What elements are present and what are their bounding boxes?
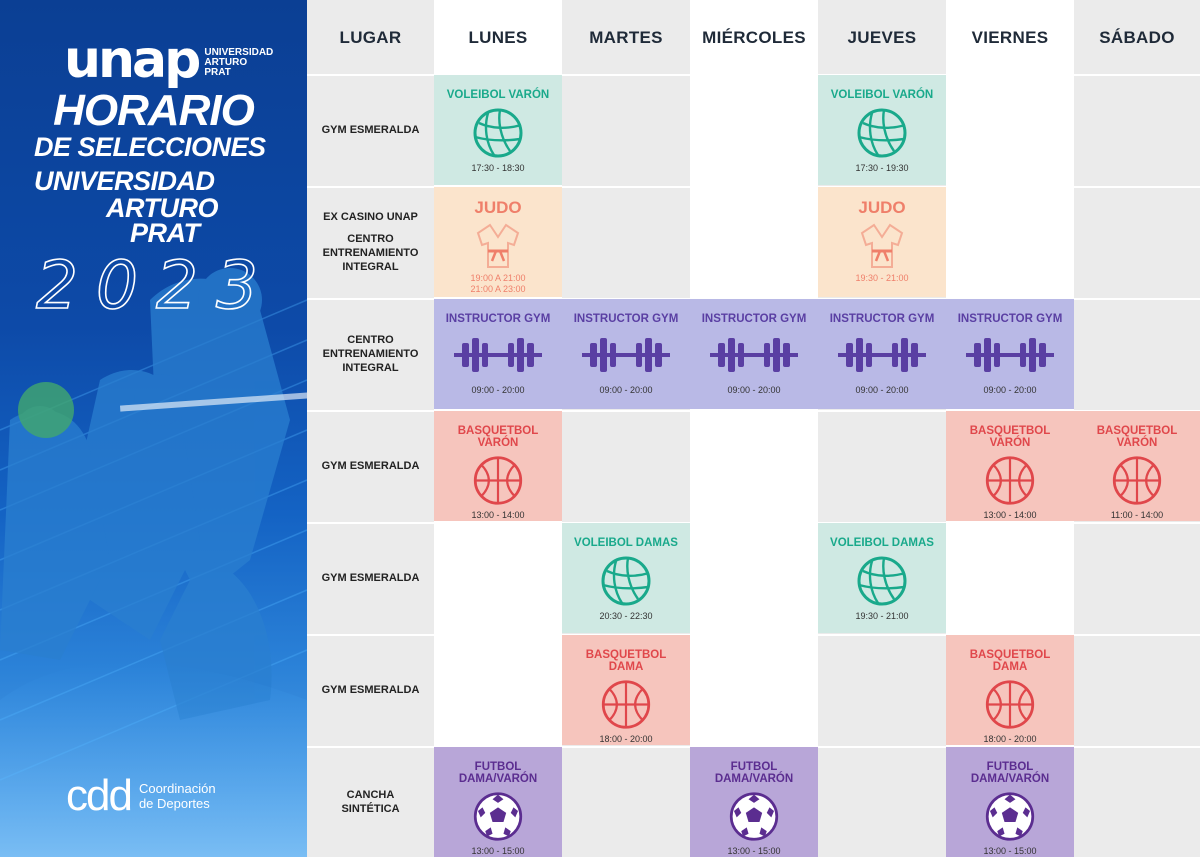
event-name: INSTRUCTOR GYM	[701, 313, 807, 325]
event-time: 13:00 - 14:00	[471, 510, 525, 520]
schedule-event-volley	[818, 75, 946, 185]
volleyball-icon	[470, 107, 526, 159]
event-time: 13:00 - 14:00	[983, 510, 1037, 520]
event-name: VOLEIBOL DAMAS	[574, 537, 678, 549]
event-name: VOLEIBOL DAMAS	[830, 537, 934, 549]
schedule-event-volley	[434, 75, 562, 185]
event-time: 19:30 - 21:00	[855, 273, 909, 283]
event-name: FUTBOL DAMA/VARÓN	[714, 761, 794, 785]
event-time: 17:30 - 19:30	[855, 163, 909, 173]
judo-gi-icon	[858, 223, 906, 269]
basketball-icon	[981, 455, 1039, 506]
basketball-icon	[1108, 455, 1166, 506]
soccer-ball-icon	[982, 791, 1038, 842]
event-time: 13:00 - 15:00	[983, 846, 1037, 856]
event-name: BASQUETBOL VARÓN	[457, 425, 539, 449]
event-name: INSTRUCTOR GYM	[829, 313, 935, 325]
event-time: 09:00 - 20:00	[727, 385, 781, 395]
event-time: 09:00 - 20:00	[471, 385, 525, 395]
barbell-icon	[452, 335, 544, 375]
barbell-icon	[836, 335, 928, 375]
year-label: 2023	[36, 247, 276, 324]
event-name: BASQUETBOL VARÓN	[1096, 425, 1178, 449]
cdd-logo-subtitle: Coordinación de Deportes	[138, 781, 216, 811]
event-time: 09:00 - 20:00	[599, 385, 653, 395]
event-name: INSTRUCTOR GYM	[445, 313, 551, 325]
event-name: INSTRUCTOR GYM	[957, 313, 1063, 325]
header-viernes: VIERNES	[971, 27, 1049, 47]
row-place-label	[307, 747, 434, 857]
title-line-4: ARTURO	[106, 193, 219, 223]
cdd-logo-word: cdd	[66, 771, 131, 820]
cdd-logo	[66, 771, 216, 820]
place-text-line: GYM ESMERALDA	[321, 684, 420, 696]
schedule-event-futbol	[946, 747, 1074, 857]
title-line-3: UNIVERSIDAD	[34, 166, 215, 196]
row-place-label	[307, 187, 434, 297]
event-time: 13:00 - 15:00	[727, 846, 781, 856]
schedule-event-gym	[562, 299, 690, 409]
header-lugar: LUGAR	[339, 27, 402, 47]
header-sabado: SÁBADO	[1099, 27, 1175, 47]
volleyball-icon	[598, 555, 654, 607]
barbell-icon	[580, 335, 672, 375]
event-time: 18:00 - 20:00	[599, 734, 653, 744]
schedule-event-futbol	[690, 747, 818, 857]
soccer-ball-icon	[470, 791, 526, 842]
schedule-event-judo	[434, 187, 562, 297]
event-time: 09:00 - 20:00	[983, 385, 1037, 395]
row-place-label	[307, 523, 434, 633]
schedule-event-gym	[690, 299, 818, 409]
schedule-event-futbol	[434, 747, 562, 857]
place-text-line: SINTÉTICA	[341, 803, 400, 815]
event-name: JUDO	[474, 198, 522, 217]
place-text-line: CENTRO	[347, 334, 394, 346]
event-name: INSTRUCTOR GYM	[573, 313, 679, 325]
place-text-line: GYM ESMERALDA	[321, 460, 420, 472]
soccer-ball-icon	[726, 791, 782, 842]
unap-logo-subtitle: UNIVERSIDAD ARTURO PRAT	[204, 47, 274, 78]
schedule-event-basket	[1074, 411, 1200, 521]
title-line-2: DE SELECCIONES	[34, 132, 266, 162]
place-text-line: CENTRO	[347, 233, 394, 245]
place-text-line: INTEGRAL	[342, 362, 399, 374]
schedule-event-judo	[818, 187, 946, 297]
event-time: 13:00 - 15:00	[471, 846, 525, 856]
basketball-icon	[469, 455, 527, 506]
volleyball-icon	[854, 555, 910, 607]
header-miercoles: MIÉRCOLES	[702, 27, 806, 47]
event-name: BASQUETBOL DAMA	[969, 649, 1051, 673]
event-time: 17:30 - 18:30	[471, 163, 525, 173]
event-name: JUDO	[858, 198, 906, 217]
event-time: 20:30 - 22:30	[599, 611, 653, 621]
place-text-line: GYM ESMERALDA	[321, 572, 420, 584]
header-lunes: LUNES	[468, 27, 528, 47]
column-miercoles	[690, 0, 818, 857]
schedule-event-basket	[946, 635, 1074, 745]
event-name: VOLEIBOL VARÓN	[830, 89, 934, 101]
barbell-icon	[708, 335, 800, 375]
row-place-label	[307, 635, 434, 745]
title-line-5: PRAT	[130, 218, 200, 248]
event-time: 09:00 - 20:00	[855, 385, 909, 395]
event-name: FUTBOL DAMA/VARÓN	[970, 761, 1050, 785]
row-place-label	[307, 75, 434, 185]
event-name: BASQUETBOL VARÓN	[969, 425, 1051, 449]
place-text-line: ENTRENAMIENTO	[322, 247, 419, 259]
event-time: 19:30 - 21:00	[855, 611, 909, 621]
unap-logo	[64, 30, 274, 90]
row-place-label	[307, 299, 434, 409]
schedule-event-volley	[818, 523, 946, 633]
row-divider	[307, 522, 1200, 524]
basketball-icon	[981, 679, 1039, 730]
title-line-1: HORARIO	[53, 86, 254, 135]
place-text-line: ENTRENAMIENTO	[322, 348, 419, 360]
barbell-icon	[964, 335, 1056, 375]
event-time: 19:00 A 21:00 21:00 A 23:00	[470, 273, 526, 294]
header-jueves: JUEVES	[847, 27, 917, 47]
place-text-line: INTEGRAL	[342, 261, 399, 273]
schedule-event-basket	[946, 411, 1074, 521]
basketball-icon	[597, 679, 655, 730]
brand-panel	[0, 0, 307, 857]
schedule-event-gym	[434, 299, 562, 409]
event-time: 18:00 - 20:00	[983, 734, 1037, 744]
schedule-event-basket	[434, 411, 562, 521]
event-time: 11:00 - 14:00	[1110, 510, 1164, 520]
schedule-event-gym	[818, 299, 946, 409]
row-place-label	[307, 411, 434, 521]
event-name: BASQUETBOL DAMA	[585, 649, 667, 673]
schedule-event-basket	[562, 635, 690, 745]
event-name: FUTBOL DAMA/VARÓN	[458, 761, 538, 785]
schedule-event-gym	[946, 299, 1074, 409]
header-martes: MARTES	[589, 27, 663, 47]
place-text-line: CANCHA	[346, 789, 395, 801]
unap-logo-word: unap	[64, 30, 199, 90]
schedule-event-volley	[562, 523, 690, 633]
schedule-grid	[307, 0, 1200, 857]
volleyball-icon	[854, 107, 910, 159]
judo-gi-icon	[474, 223, 522, 269]
event-name: VOLEIBOL VARÓN	[446, 89, 550, 101]
place-text-line: EX CASINO UNAP	[323, 211, 418, 223]
place-text-line: GYM ESMERALDA	[321, 124, 420, 136]
